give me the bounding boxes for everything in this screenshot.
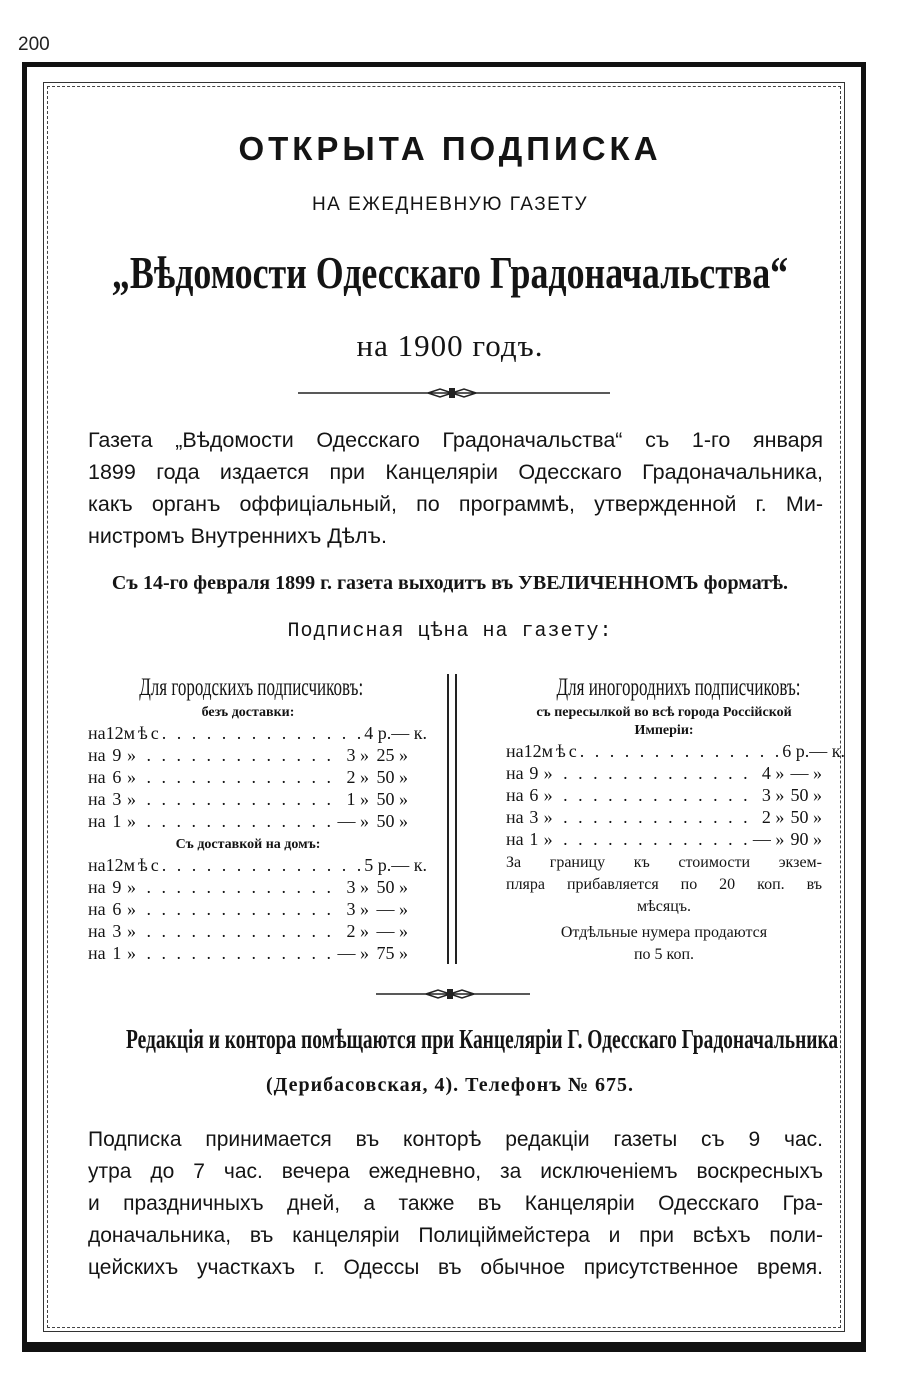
price-cell-unit: » . . . . . . . . . . . . . (127, 745, 334, 765)
price-row (506, 762, 822, 784)
price-cell-rub: — » (337, 811, 369, 831)
price-cell-kop: 50 » (376, 767, 408, 787)
price-row (88, 942, 408, 964)
price-cell-pre: на (88, 921, 106, 941)
ornament-divider-bottom (0, 987, 900, 1001)
price-cell-pre: на (88, 943, 106, 963)
city-subscribers-heading: Для городскихъ подписчиковъ: (139, 674, 364, 701)
price-cell-unit: мѣс. . . . . . . . . . . . . . (541, 741, 783, 761)
outoftown-sub-label: съ пересылкой во всѣ города Россійской (536, 705, 792, 720)
price-cell-rub: 3 » (346, 877, 369, 897)
without-delivery-rows (88, 722, 428, 832)
price-cell-kop: — » (376, 921, 408, 941)
price-cell-unit: » . . . . . . . . . . . . . (127, 767, 334, 787)
price-cell-rub: — » (337, 943, 369, 963)
price-row (88, 898, 408, 920)
price-row (506, 740, 846, 762)
price-cell-kop: 50 » (790, 785, 822, 805)
price-cell-unit: » . . . . . . . . . . . . . (543, 829, 751, 849)
outoftown-sub-label: Имперіи: (634, 723, 694, 738)
price-cell-kop: 90 » (790, 829, 822, 849)
price-cell-num: 3 (529, 807, 539, 827)
single-issue-note (506, 922, 822, 966)
price-cell-num: 9 (112, 745, 122, 765)
abroad-note-line: мѣсяцъ. (636, 898, 692, 915)
price-cell-kop: 50 » (790, 807, 822, 827)
year-line: на 1900 годъ. (356, 328, 544, 363)
price-cell-kop: — к. (391, 855, 428, 875)
intro-line: какъ органъ оффиціальный, по программѣ, утвержденной г. Ми- (88, 492, 823, 516)
price-cell-kop: 50 » (376, 789, 408, 809)
price-cell-num: 3 (112, 921, 122, 941)
price-cell-rub: 3 » (761, 785, 785, 805)
price-cell-unit: » . . . . . . . . . . . . . (127, 789, 334, 809)
price-cell-kop: 75 » (376, 943, 408, 963)
column-divider (447, 674, 457, 964)
price-cell-pre: на (88, 811, 106, 831)
outoftown-subscribers-column (506, 674, 846, 966)
address-line: (Дерибасовская, 4). Телефонъ № 675. (265, 1074, 635, 1096)
editorial-office-line: Редакція и контора помѣщаются при Канцеляріи Г. Одесскаго Градоначальника (126, 1024, 839, 1054)
price-cell-num: 1 (112, 943, 122, 963)
price-row (88, 788, 408, 810)
price-row (88, 766, 408, 788)
intro-line: нистромъ Внутреннихъ Дѣлъ. (88, 524, 387, 548)
price-cell-kop: — » (790, 763, 822, 783)
closing-line: и праздничныхъ дней, а также въ Канцеляріи Одесскаго Гра- (88, 1192, 823, 1215)
price-row (88, 920, 408, 942)
price-cell-rub: 3 » (346, 899, 369, 919)
ornament-divider-top (0, 386, 900, 400)
price-cell-pre: на (506, 763, 524, 783)
price-cell-num: 9 (112, 877, 122, 897)
price-cell-unit: » . . . . . . . . . . . . . (543, 763, 751, 783)
closing-line: цейскихъ участкахъ г. Одессы въ обычное присутственное время. (88, 1256, 823, 1279)
price-cell-rub: 3 » (346, 745, 369, 765)
abroad-note-line: За границу къ стоимости экзем- (506, 854, 822, 871)
price-cell-num: 1 (529, 829, 539, 849)
price-cell-pre: на (506, 741, 524, 761)
price-cell-pre: на (506, 829, 524, 849)
price-cell-unit: » . . . . . . . . . . . . . (543, 785, 751, 805)
price-cell-num: 12 (523, 741, 542, 761)
price-row (506, 828, 822, 850)
price-cell-pre: на (88, 877, 106, 897)
intro-line: Газета „Вѣдомости Одесскаго Градоначальства“ съ 1-го января (88, 428, 823, 452)
price-cell-rub: — » (752, 829, 785, 849)
price-row (88, 744, 408, 766)
price-cell-kop: 50 » (376, 811, 408, 831)
outoftown-rows (506, 740, 846, 850)
price-cell-pre: на (88, 745, 106, 765)
price-cell-rub: 2 » (346, 921, 369, 941)
price-cell-num: 6 (112, 767, 122, 787)
price-cell-unit: мѣс. . . . . . . . . . . . . . (123, 723, 365, 743)
format-announcement: Съ 14-го февраля 1899 г. газета выходитъ въ УВЕЛИЧЕННОМЪ форматѣ. (111, 572, 789, 594)
announcement-title: ОТКРЫТА ПОДПИСКА (238, 130, 662, 167)
price-cell-num: 6 (112, 899, 122, 919)
price-cell-num: 12 (105, 723, 124, 743)
price-cell-unit: » . . . . . . . . . . . . . (127, 811, 334, 831)
price-cell-kop: — к. (391, 723, 428, 743)
frame-bottom-bar (22, 1342, 866, 1352)
abroad-note-line: пляра прибавляется по 20 коп. въ (506, 876, 822, 893)
single-issue-line: Отдѣльные нумера продаются (560, 924, 768, 941)
price-cell-num: 1 (112, 811, 122, 831)
closing-line: Подписка принимается въ конторѣ редакціи газеты съ 9 час. (88, 1128, 823, 1151)
price-cell-unit: » . . . . . . . . . . . . . (127, 943, 334, 963)
price-row (88, 876, 408, 898)
closing-paragraph (88, 1124, 823, 1284)
announcement-subtitle: НА ЕЖЕДНЕВНУЮ ГАЗЕТУ (311, 194, 589, 215)
price-cell-unit: » . . . . . . . . . . . . . (127, 899, 334, 919)
price-row (506, 806, 822, 828)
price-cell-num: 9 (529, 763, 539, 783)
price-cell-rub: 4 р. (364, 723, 392, 743)
abroad-note (506, 852, 822, 918)
price-row (88, 722, 428, 744)
with-delivery-rows (88, 854, 428, 964)
with-delivery-label: Съ доставкой на домъ: (175, 837, 321, 852)
without-delivery-label: безъ доставки: (201, 705, 295, 720)
price-cell-pre: на (88, 767, 106, 787)
price-cell-rub: 4 » (761, 763, 785, 783)
price-cell-pre: на (88, 899, 106, 919)
price-cell-unit: » . . . . . . . . . . . . . (543, 807, 751, 827)
price-cell-unit: мѣс. . . . . . . . . . . . . . (123, 855, 365, 875)
price-cell-rub: 2 » (346, 767, 369, 787)
price-cell-pre: на (506, 785, 524, 805)
price-cell-unit: » . . . . . . . . . . . . . (127, 877, 334, 897)
price-cell-pre: на (88, 855, 106, 875)
price-heading: Подписная цѣна на газету: (287, 620, 613, 643)
price-cell-rub: 2 » (761, 807, 785, 827)
price-cell-kop: — » (376, 899, 408, 919)
page-number: 200 (18, 34, 50, 55)
price-cell-rub: 6 р. (782, 741, 810, 761)
newspaper-name: „Вѣдомости Одесскаго Градоначальства“ (111, 247, 789, 298)
price-cell-num: 12 (105, 855, 124, 875)
price-cell-rub: 1 » (346, 789, 369, 809)
price-cell-pre: на (506, 807, 524, 827)
price-row (506, 784, 822, 806)
intro-paragraph (88, 424, 823, 552)
city-subscribers-column (88, 674, 428, 964)
single-issue-line: по 5 коп. (633, 946, 695, 963)
price-cell-unit: » . . . . . . . . . . . . . (127, 921, 334, 941)
intro-line: 1899 года издается при Канцеляріи Одесскаго Градоначальника, (88, 460, 823, 484)
outoftown-subscribers-heading: Для иногороднихъ подписчиковъ: (556, 674, 801, 701)
price-cell-pre: на (88, 789, 106, 809)
price-cell-pre: на (88, 723, 106, 743)
price-row (88, 810, 408, 832)
price-cell-num: 6 (529, 785, 539, 805)
price-row (88, 854, 428, 876)
closing-line: доначальника, въ канцеляріи Полиціймейстера и при всѣхъ поли- (88, 1224, 823, 1247)
closing-line: утра до 7 час. вечера ежедневно, за исключеніемъ воскресныхъ (88, 1160, 823, 1183)
price-cell-kop: — к. (809, 741, 846, 761)
price-cell-num: 3 (112, 789, 122, 809)
price-cell-kop: 25 » (376, 745, 408, 765)
price-cell-kop: 50 » (376, 877, 408, 897)
price-cell-rub: 5 р. (364, 855, 392, 875)
